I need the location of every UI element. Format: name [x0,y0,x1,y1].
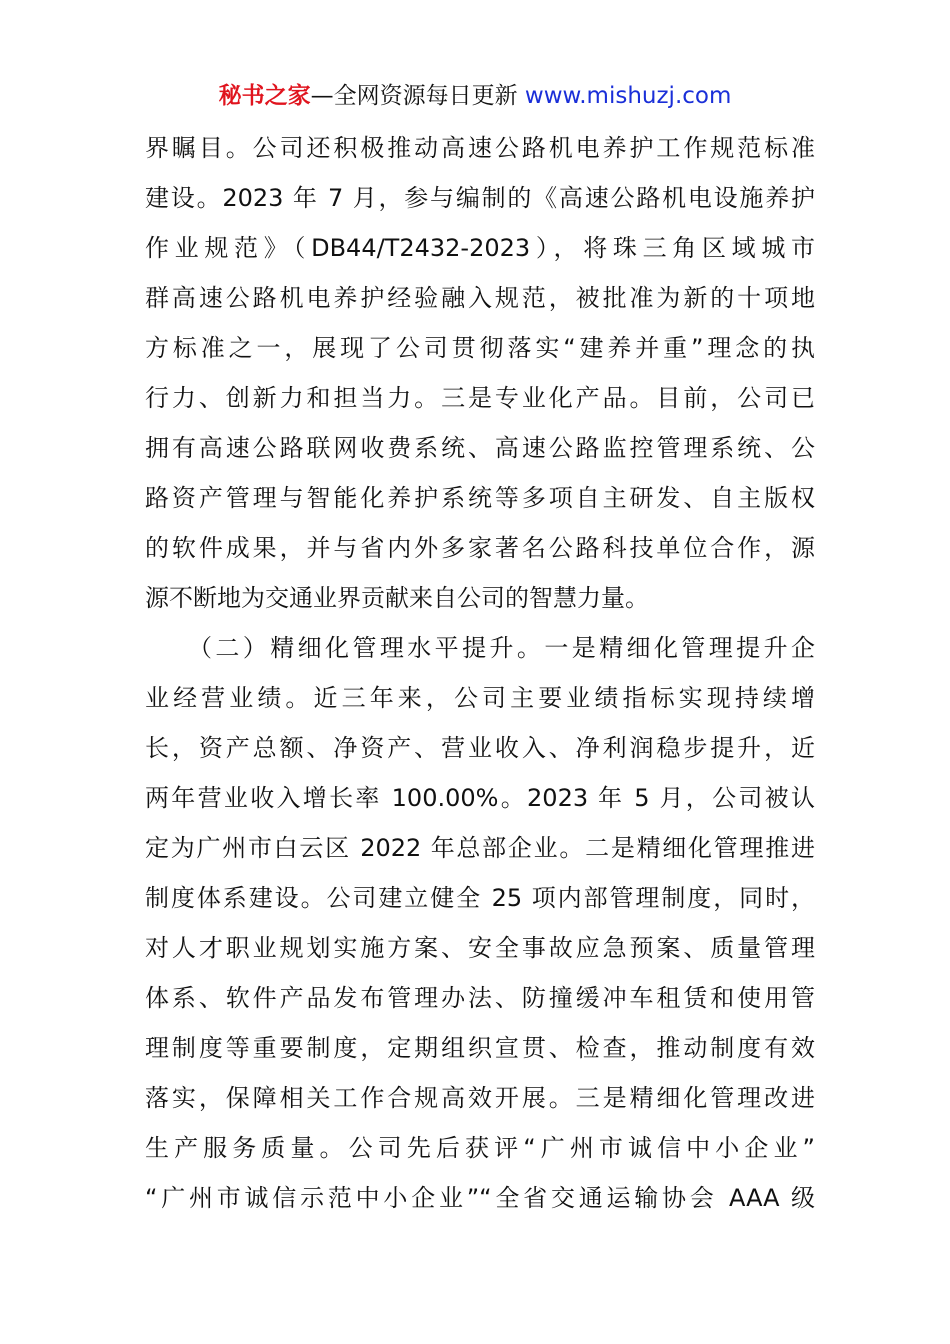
text-line: 定为广州市白云区 2022 年总部企业。二是精细化管理推进 [145,834,815,862]
text-line: 行力、创新力和担当力。三是专业化产品。目前，公司已 [145,384,815,412]
text-line: 体系、软件产品发布管理办法、防撞缓冲车租赁和使用管 [145,984,815,1012]
text-line: 界瞩目。公司还积极推动高速公路机电养护工作规范标准 [145,134,815,162]
text-line: 业经营业绩。近三年来，公司主要业绩指标实现持续增 [145,684,815,712]
text-line: 理制度等重要制度，定期组织宣贯、检查，推动制度有效 [145,1034,815,1062]
text-line: 对人才职业规划实施方案、安全事故应急预案、质量管理 [145,934,815,962]
text-line: 建设。2023 年 7 月，参与编制的《高速公路机电设施养护 [145,184,815,212]
text-line: 生产服务质量。公司先后获评“广州市诚信中小企业” [145,1134,815,1162]
paragraph-end-line: 源不断地为交通业界贡献来自公司的智慧力量。 [145,584,649,612]
text-line: 方标准之一，展现了公司贯彻落实“建养并重”理念的执 [145,334,815,362]
text-line: 制度体系建设。公司建立健全 25 项内部管理制度，同时， [145,884,815,912]
page-header [0,80,950,112]
text-line: 长，资产总额、净资产、营业收入、净利润稳步提升，近 [145,734,815,762]
brand-name: 秘书之家 [218,83,311,109]
header-tagline: —全网资源每日更新 [310,83,518,109]
header-url-link[interactable]: www.mishuzj.com [524,83,732,109]
text-line: 两年营业收入增长率 100.00%。2023 年 5 月，公司被认 [145,784,815,812]
document-body [145,123,815,1223]
text-line: “广州市诚信示范中小企业”“全省交通运输协会 AAA 级 [145,1184,815,1212]
text-line: 群高速公路机电养护经验融入规范，被批准为新的十项地 [145,284,815,312]
text-line: 的软件成果，并与省内外多家著名公路科技单位合作，源 [145,534,815,562]
text-line: 拥有高速公路联网收费系统、高速公路监控管理系统、公 [145,434,815,462]
text-line: 路资产管理与智能化养护系统等多项自主研发、自主版权 [145,484,815,512]
section-heading-line: （二）精细化管理水平提升。一是精细化管理提升企 [188,634,815,662]
text-line: 落实，保障相关工作合规高效开展。三是精细化管理改进 [145,1084,815,1112]
text-line: 作业规范》（DB44/T2432-2023），将珠三角区域城市 [145,234,815,262]
